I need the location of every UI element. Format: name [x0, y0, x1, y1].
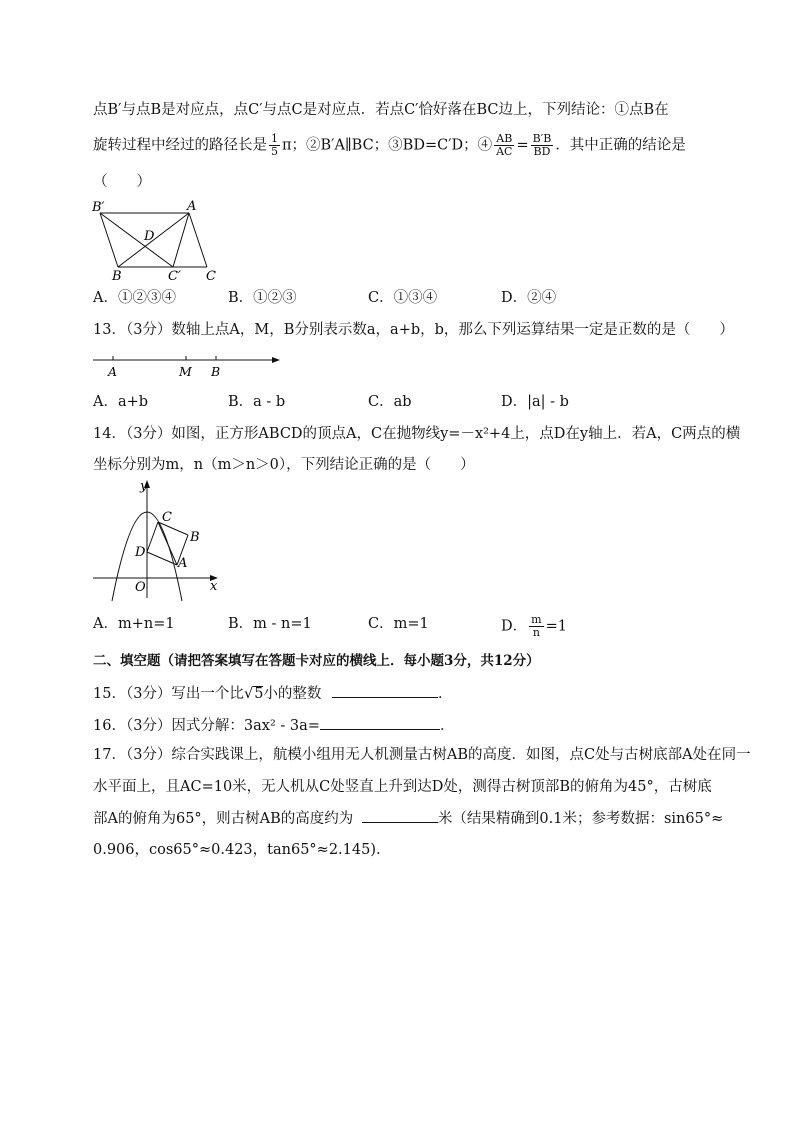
q12-fraction-bb-bd: [531, 133, 554, 158]
q13-label-a: A: [108, 364, 118, 379]
q12-label-b: B: [112, 269, 122, 283]
q14-option-d[interactable]: [501, 614, 567, 639]
q14-option-d-letter: D．: [501, 618, 528, 635]
q12-line-1: 点B′与点B是对应点，点C′与点C是对应点．若点C′恰好落在BC边上，下列结论：①点B在: [93, 102, 669, 118]
q12-frac3-num: B′B: [532, 132, 552, 145]
q12-line-2: [93, 133, 686, 158]
q12-label-c: C: [206, 269, 216, 283]
q17-line-1: 17．（3分）综合实践课上，航模小组用无人机测量古树AB的高度．如图，点C处与古树底部A处在同一: [93, 747, 751, 763]
q17-line-3-text-b: 米（结果精确到0.1米；参考数据：sin65°≈: [437, 811, 724, 827]
q14-line-1: 14．（3分）如图，正方形ABCD的顶点A，C在抛物线y=－x²+4上，点D在y轴上．若A，C两点的横: [93, 426, 741, 442]
q12-label-b-prime: B′: [92, 200, 105, 215]
q15-text-post: 小的整数: [263, 686, 322, 702]
q14-label-b: B: [190, 530, 200, 545]
q17-line-2: 水平面上，且AC=10米，无人机从C处竖直上升到达D处，测得古树顶部B的俯角为45°，古树底: [93, 779, 712, 795]
q12-label-a: A: [187, 199, 197, 214]
q15-end: ．: [438, 686, 453, 702]
q12-frac1-den: 5: [271, 145, 278, 158]
q12-option-d[interactable]: D．②④: [501, 290, 557, 306]
q14-option-d-tail: =1: [545, 618, 567, 635]
section-2-title: 二、填空题（请把答案填写在答题卡对应的横线上．每小题3分，共12分）: [93, 653, 540, 669]
q13-option-c[interactable]: C．ab: [368, 394, 412, 410]
q14-label-y: y: [140, 479, 148, 494]
q15-radicand: 5: [254, 686, 264, 702]
q15: [93, 683, 453, 704]
q14-option-c[interactable]: C．m=1: [368, 616, 429, 632]
q16-text: 16．（3分）因式分解：3ax² - 3a=: [93, 718, 320, 734]
q17-answer-blank[interactable]: [362, 808, 438, 823]
q14-option-a[interactable]: A．m+n=1: [93, 616, 175, 632]
q12-frac1-num: 1: [271, 132, 278, 145]
q12-fraction-ab-ac: [494, 133, 514, 158]
q17-line-3: [93, 808, 723, 829]
q12-label-c-prime: C′: [168, 269, 181, 283]
q16-answer-blank[interactable]: [320, 715, 440, 730]
q14-label-c: C: [162, 510, 172, 525]
q13-option-b[interactable]: B．a - b: [228, 394, 286, 410]
q13-label-m: M: [179, 364, 192, 379]
q12-option-c[interactable]: C．①③④: [368, 290, 438, 306]
q15-text-pre: 15．（3分）写出一个比: [93, 686, 244, 702]
q14-label-x: x: [210, 579, 218, 594]
q12-option-b[interactable]: B．①②③: [228, 290, 297, 306]
q16: [93, 715, 454, 736]
q14-option-d-den: n: [532, 626, 540, 639]
q14-option-d-num: m: [531, 613, 542, 626]
q12-frac2-den: AC: [496, 145, 513, 158]
q16-end: ．: [439, 718, 455, 734]
q13-option-d[interactable]: D．|a| - b: [501, 394, 569, 410]
q12-option-a[interactable]: A．①②③④: [93, 290, 176, 306]
q14-option-d-fraction: [529, 614, 543, 639]
q14-label-d: D: [135, 545, 146, 560]
q12-line-2-text-a: 旋转过程中经过的路径长是: [93, 137, 267, 154]
q14-line-2: 坐标分别为m，n（m＞n＞0），下列结论正确的是（ ）: [93, 457, 475, 473]
q12-frac-equals: =: [516, 137, 529, 154]
q12-figure: [88, 195, 228, 283]
q15-answer-blank[interactable]: [332, 683, 438, 698]
q12-frac3-den: BD: [533, 145, 551, 158]
q13-label-b: B: [211, 364, 221, 379]
q12-line-2-text-b: π；②B′A∥BC；③BD=C′D；④: [282, 137, 493, 154]
q14-option-b[interactable]: B．m - n=1: [228, 616, 312, 632]
q14-label-o: O: [135, 580, 146, 595]
q12-label-d: D: [144, 229, 155, 244]
q17-line-4: 0.906，cos65°≈0.423，tan65°≈2.145).: [93, 842, 381, 858]
q13-stem: 13．（3分）数轴上点A，M，B分别表示数a，a+b，b，那么下列运算结果一定是正数的是（ ）: [93, 322, 734, 338]
q12-frac2-num: AB: [494, 133, 514, 146]
sqrt-symbol-icon: √: [243, 686, 254, 702]
q13-option-a[interactable]: A．a+b: [93, 394, 149, 410]
q12-answer-paren: （ ）: [93, 174, 151, 190]
q12-line-2-text-c: ．其中正确的结论是: [555, 137, 686, 154]
q13-number-line: [90, 348, 290, 380]
q12-fraction-one-fifth: [269, 133, 280, 158]
q17-line-3-text-a: 部A的俯角为65°，则古树AB的高度约为: [93, 811, 354, 827]
q14-figure: [90, 478, 230, 604]
q14-label-a: A: [178, 556, 188, 571]
